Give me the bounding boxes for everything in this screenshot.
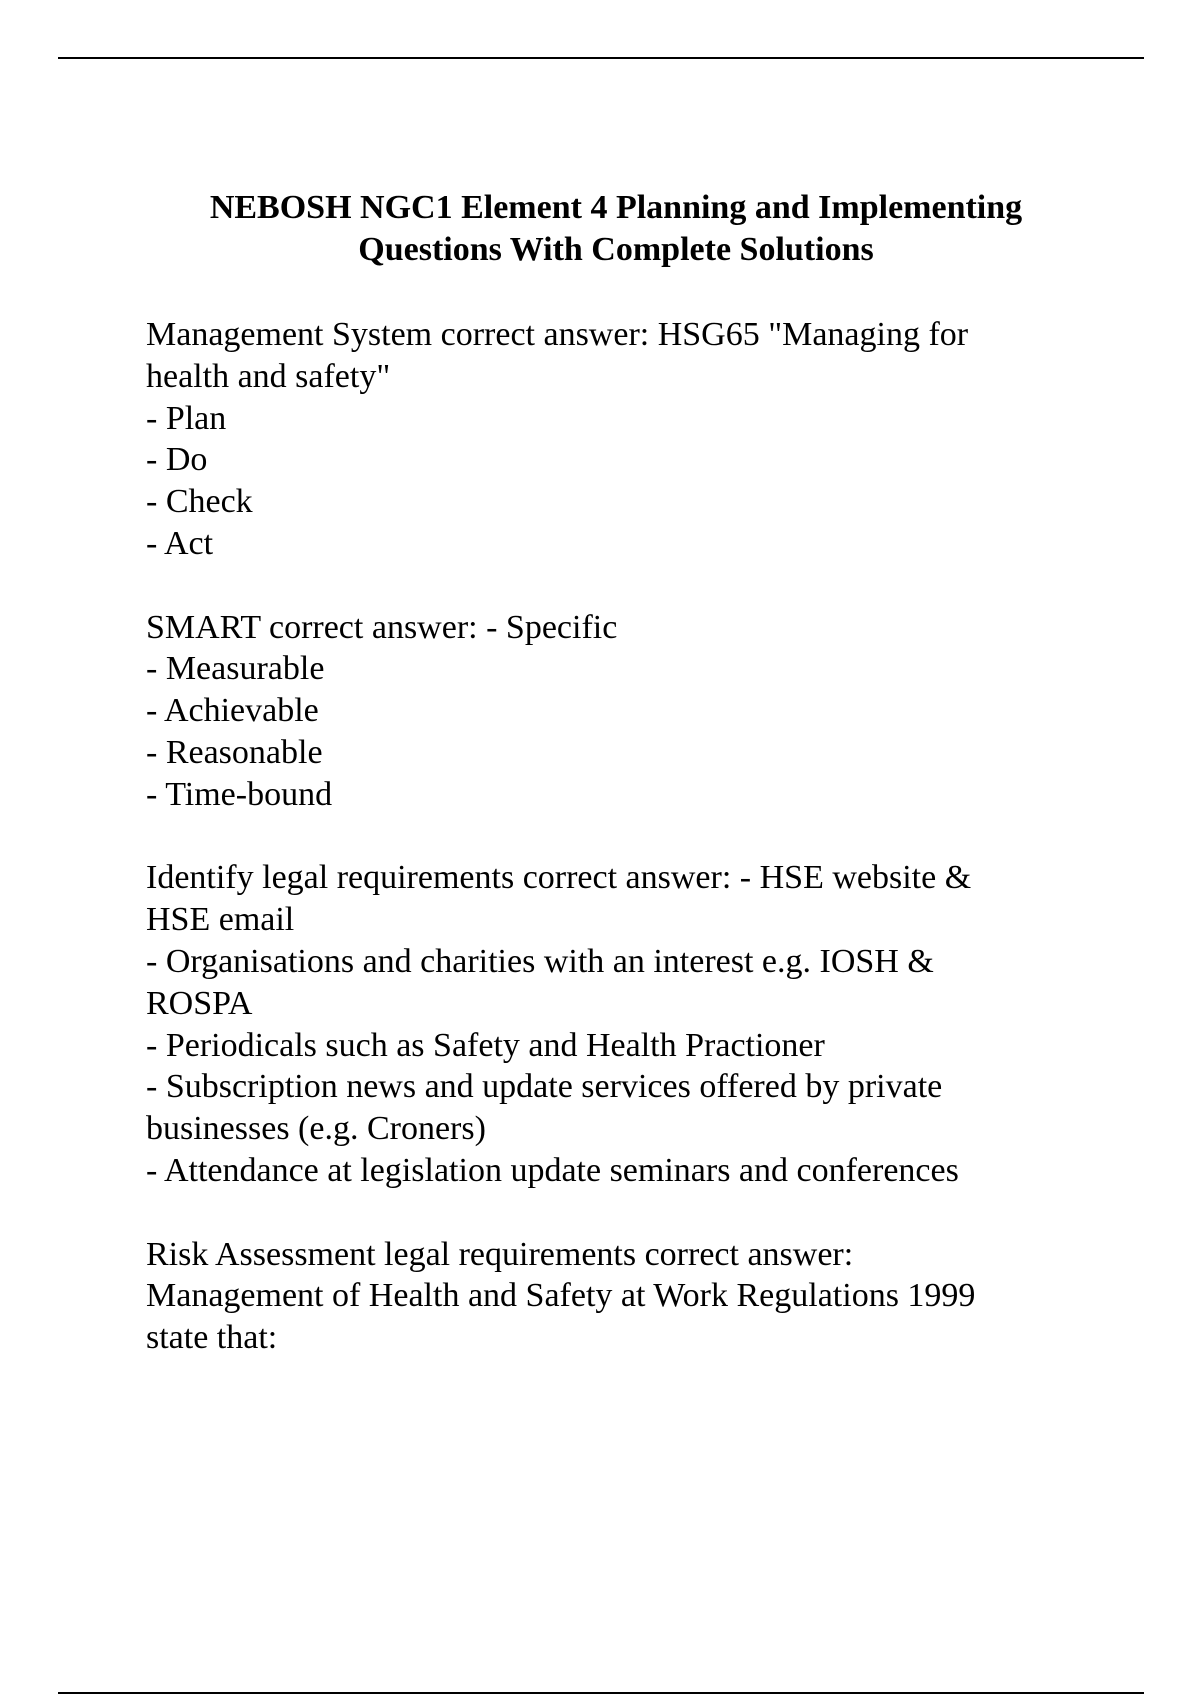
text-line: - Plan [146, 399, 227, 437]
text-line: HSE email [146, 901, 295, 939]
text-line: - Reasonable [146, 733, 323, 771]
text-line: - Time-bound [146, 775, 333, 813]
document-title [146, 187, 1086, 271]
qa-management-system [146, 314, 1086, 565]
qa-risk-assessment [146, 1234, 1086, 1359]
bottom-rule [58, 1692, 1144, 1694]
title-line: Questions With Complete Solutions [358, 231, 874, 268]
text-line: health and safety" [146, 357, 391, 395]
text-line: - Achievable [146, 692, 319, 730]
text-line: businesses (e.g. Croners) [146, 1110, 486, 1148]
text-line: state that: [146, 1319, 278, 1357]
qa-smart [146, 607, 1086, 816]
document-body [146, 314, 1086, 1401]
text-line: - Attendance at legislation update seminars and conferences [146, 1151, 959, 1189]
text-line: - Check [146, 483, 253, 521]
top-rule [58, 57, 1144, 59]
text-line: - Measurable [146, 650, 325, 688]
title-line: NEBOSH NGC1 Element 4 Planning and Implementing [209, 189, 1023, 226]
text-line: Management of Health and Safety at Work Regulations 1999 [146, 1277, 976, 1315]
text-line: - Periodicals such as Safety and Health Practioner [146, 1026, 825, 1064]
text-line: - Do [146, 441, 208, 479]
text-line: Risk Assessment legal requirements correct answer: [146, 1235, 854, 1273]
text-line: Identify legal requirements correct answer: - HSE website & [146, 859, 972, 897]
text-line: SMART correct answer: - Specific [146, 608, 618, 646]
text-line: - Subscription news and update services offered by private [146, 1068, 943, 1106]
text-line: Management System correct answer: HSG65 "Managing for [146, 316, 969, 353]
qa-identify-legal-requirements [146, 857, 1086, 1191]
text-line: - Act [146, 524, 214, 562]
text-line: - Organisations and charities with an interest e.g. IOSH & [146, 942, 934, 980]
text-line: ROSPA [146, 984, 253, 1022]
